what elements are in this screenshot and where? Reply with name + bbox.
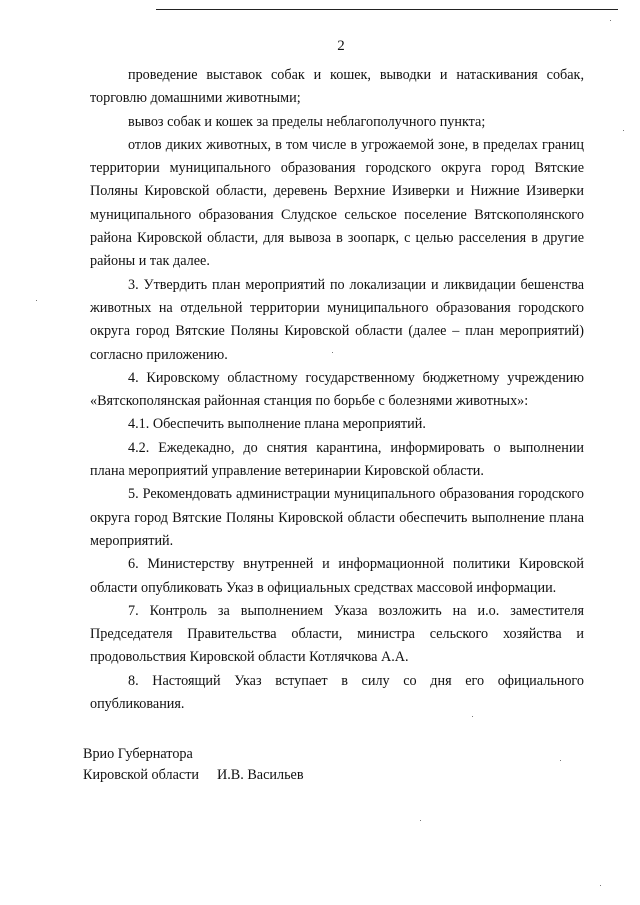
paragraph-item-8: 8. Настоящий Указ вступает в силу со дня его официального опубликования. [90, 672, 584, 713]
signature-title-line2 [83, 765, 304, 786]
paragraph-item-7: 7. Контроль за выполнением Указа возложить на и.о. заместителя Председателя Правительства области, министра сельского хозяйства и продовольствия Кировской области Котлячкова А.А. [90, 602, 584, 666]
paragraph-export: вывоз собак и кошек за пределы неблагополучного пункта; [128, 113, 486, 130]
paragraph-item-5: 5. Рекомендовать администрации муниципального образования городского округа город Вятские Поляны Кировской области обеспечить выполнение плана мероприятий. [90, 486, 584, 549]
signatory-name: И.В. Васильев [217, 767, 304, 783]
paragraph-item-3: 3. Утвердить план мероприятий по локализации и ликвидации бешенства животных на отдельной территории муниципального образования городского округа город Вятские Поляны Кировской области (далее – план мероприятий) согласно приложению. [90, 276, 584, 363]
paragraph-item-4: 4. Кировскому областному государственному бюджетному учреждению «Вятскополянская районная станция по борьбе с болезнями животных»: [90, 369, 584, 410]
paragraph-item-6: 6. Министерству внутренней и информационной политики Кировской области опубликовать Указ в официальных средствах массовой информации. [90, 556, 584, 596]
paragraph-item-4-2: 4.2. Ежедекадно, до снятия карантина, информировать о выполнении плана мероприятий управление ветеринарии Кировской области. [90, 439, 584, 480]
document-body [90, 64, 584, 716]
paragraph-exhibitions: проведение выставок собак и кошек, выводки и натаскивания собак, торговлю домашними животными; [90, 67, 584, 107]
page-number: 2 [337, 38, 345, 54]
paragraph-capture: отлов диких животных, в том числе в угрожаемой зоне, в пределах границ территории муниципального образования городского округа город Вятские Поляны Кировской области, деревень Верхние Изиверки и Нижние Изиверки муниципального образования Слудское сельское поселение Вятскополянского района Кировской области, для вывоза в зоопарк, с целью расселения в другие районы и так далее. [90, 136, 584, 270]
top-rule [156, 9, 618, 10]
signature-region: Кировской области [83, 767, 199, 783]
signature-title-line1: Врио Губернатора [83, 746, 193, 762]
signature-block [83, 744, 304, 786]
paragraph-item-4-1: 4.1. Обеспечить выполнение плана мероприятий. [128, 416, 426, 433]
